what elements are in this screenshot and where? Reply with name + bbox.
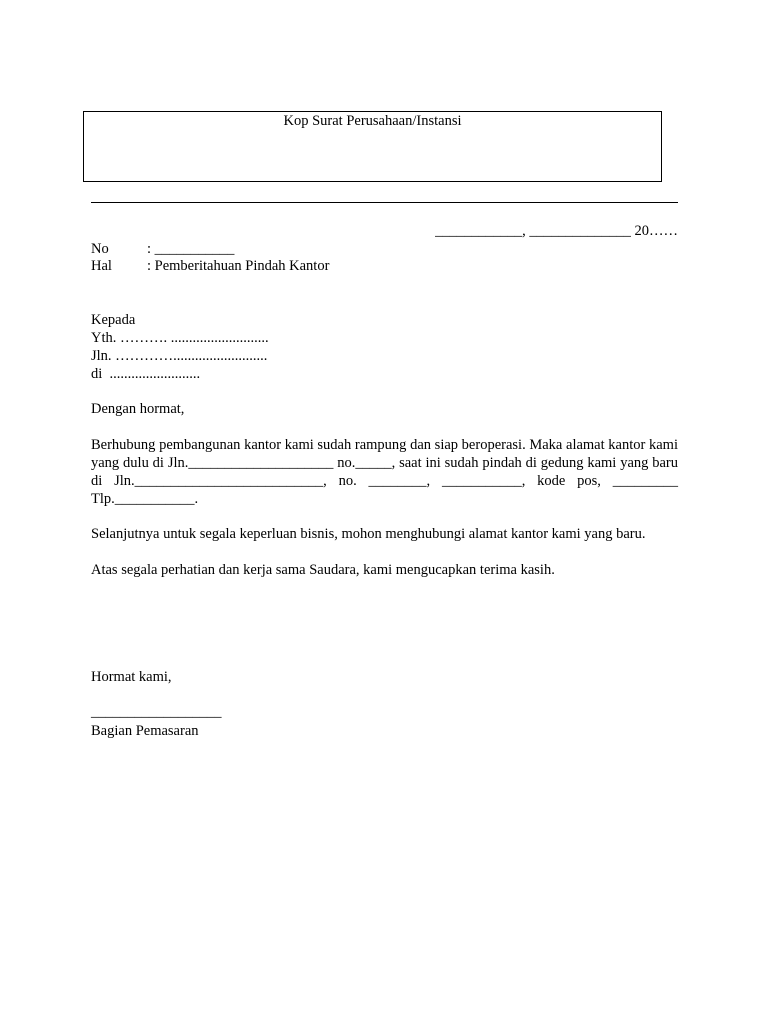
date-line: ____________, ______________ 20…… [435,223,678,239]
meta-hal-value: : Pemberitahuan Pindah Kantor [147,258,330,274]
signature-line: __________________ [91,704,222,720]
closing-salutation: Hormat kami, [91,669,172,685]
greeting: Dengan hormat, [91,401,185,417]
meta-no-label: No [91,241,109,257]
letterhead-title: Kop Surat Perusahaan/Instansi [283,113,462,129]
recipient-di: di ......................... [91,366,201,382]
header-divider [91,202,678,203]
body-paragraph-1: Berhubung pembangunan kantor kami sudah rampung dan siap beroperasi. Maka alamat kantor kami yang dulu di Jln.____________________ no._____, saat ini sudah pindah di gedung kami yang baru di Jln.__________________________, no. ________, ___________, kode pos, _________ Tlp.___________. [91,437,678,507]
meta-hal-label: Hal [91,258,112,274]
meta-no-row [91,241,234,258]
body-paragraph-3: Atas segala perhatian dan kerja sama Saudara, kami mengucapkan terima kasih. [91,562,555,578]
meta-no-value: : ___________ [147,241,235,257]
letterhead-box [83,111,662,182]
recipient-yth: Yth. ………. ........................... [91,330,269,346]
recipient-jln: Jln. ………….......................... [91,348,268,364]
recipient-kepada: Kepada [91,312,136,328]
body-paragraph-2: Selanjutnya untuk segala keperluan bisnis, mohon menghubungi alamat kantor kami yang baru. [91,526,646,542]
meta-hal-row [91,258,329,275]
signatory-name: Bagian Pemasaran [91,723,199,739]
